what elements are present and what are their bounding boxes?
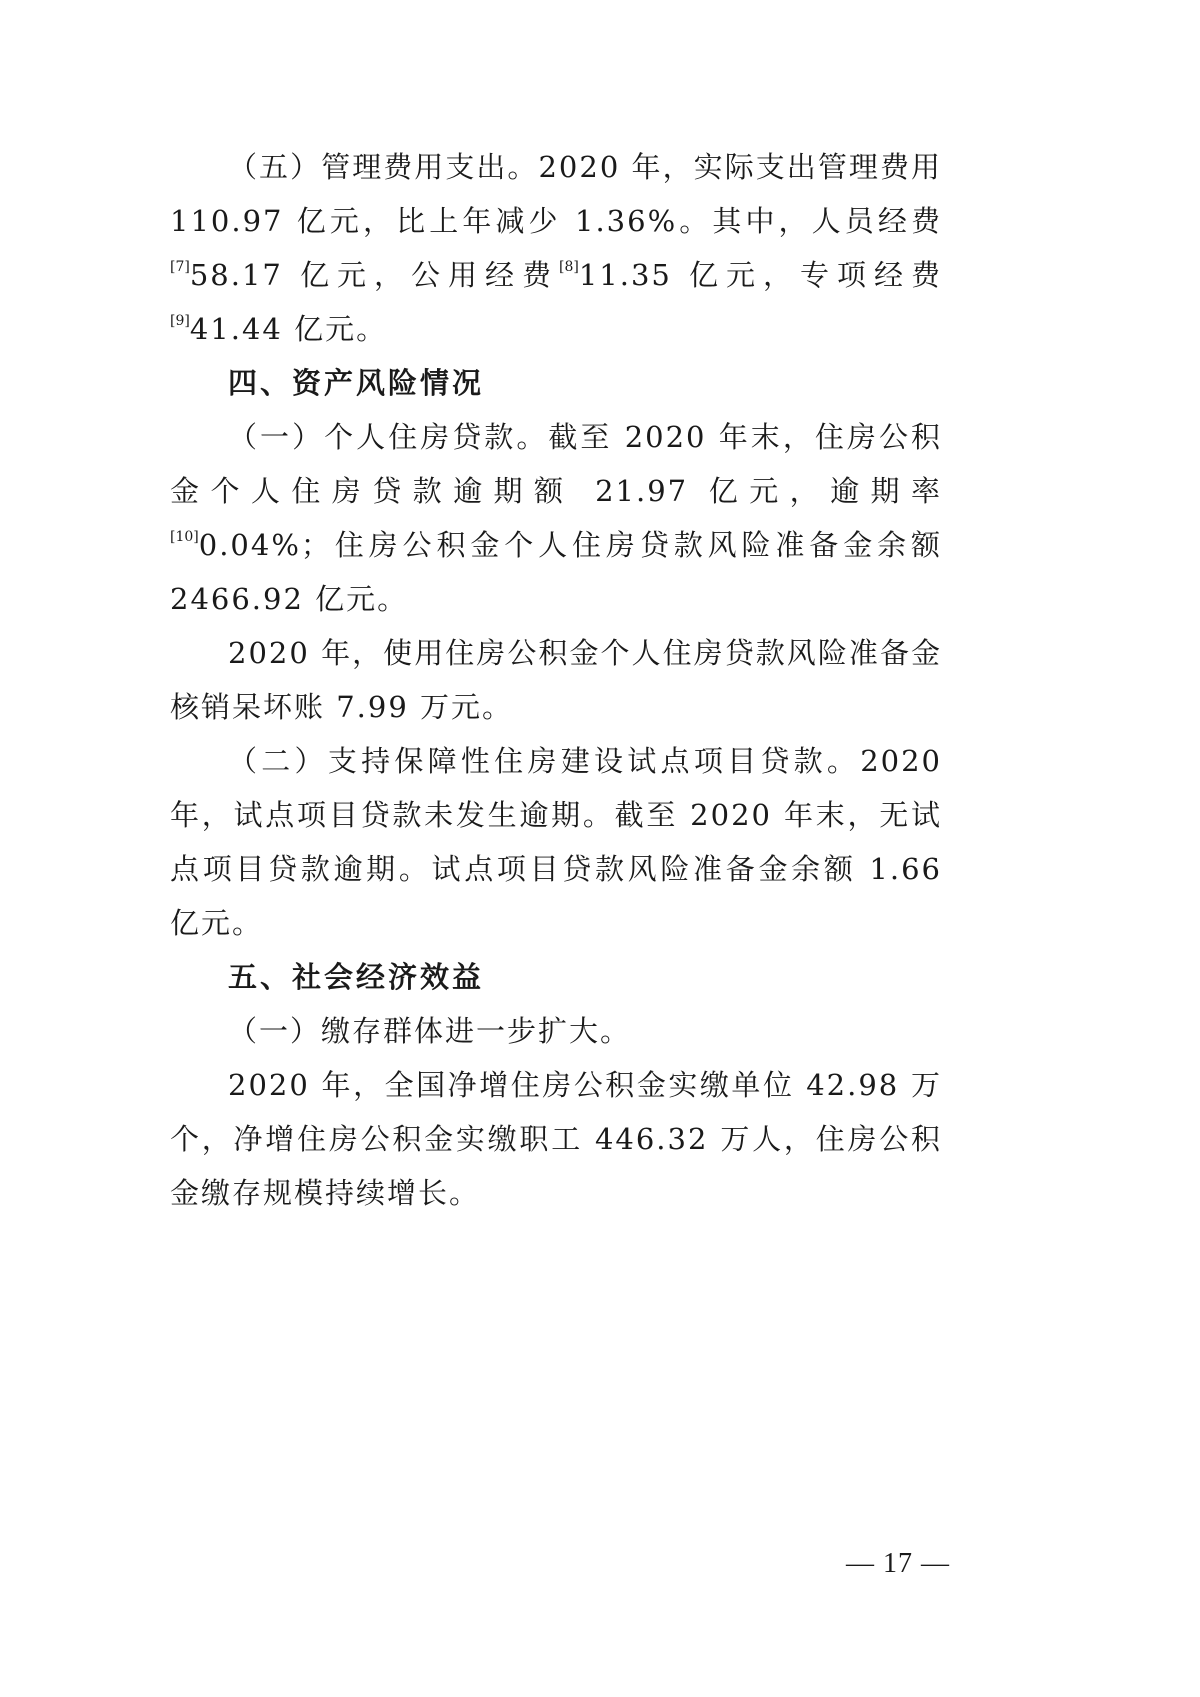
paragraph-personal-housing-loans xyxy=(170,410,942,626)
paragraph-contributor-growth xyxy=(170,1058,942,1220)
document-body xyxy=(170,140,942,1220)
subheading-contributor-expansion xyxy=(170,1004,942,1058)
footnote-ref-10[interactable]: [10] xyxy=(170,529,199,545)
text-segment: 2020 年，使用住房公积金个人住房贷款风险准备金核销呆坏账 7.99 万元。 xyxy=(170,636,942,724)
footnote-ref-9[interactable]: [9] xyxy=(170,313,190,329)
footnote-ref-7[interactable]: [7] xyxy=(170,259,190,275)
text-segment: 41.44 亿元。 xyxy=(189,312,388,346)
text-segment: （一）缴存群体进一步扩大。 xyxy=(228,1014,632,1048)
footnote-ref-8[interactable]: [8] xyxy=(558,259,579,275)
text-segment: 2020 年，全国净增住房公积金实缴单位 42.98 万个，净增住房公积金实缴职工 446.32 万人，住房公积金缴存规模持续增长。 xyxy=(170,1068,942,1210)
text-segment: 11.35 亿元，专项经费 xyxy=(578,258,942,292)
text-segment: 58.17 亿元，公用经费 xyxy=(189,258,559,292)
paragraph-bad-debt-writeoff xyxy=(170,626,942,734)
paragraph-management-expenses xyxy=(170,140,942,356)
text-segment: （一）个人住房贷款。截至 2020 年末，住房公积金个人住房贷款逾期额 21.97 亿元，逾期率 xyxy=(170,420,942,508)
text-segment: （五）管理费用支出。2020 年，实际支出管理费用 110.97 亿元，比上年减少 1.36%。其中，人员经费 xyxy=(170,150,942,238)
text-segment: （二）支持保障性住房建设试点项目贷款。2020 年，试点项目贷款未发生逾期。截至 2020 年末，无试点项目贷款逾期。试点项目贷款风险准备金余额 1.66 亿元。 xyxy=(170,744,942,940)
section-heading-socioeconomic-benefits: 五、社会经济效益 xyxy=(228,960,485,994)
text-segment: 0.04%；住房公积金个人住房贷款风险准备金余额 2466.92 亿元。 xyxy=(170,528,942,616)
page-number: — 17 — xyxy=(846,1548,950,1579)
paragraph-pilot-project-loans xyxy=(170,734,942,950)
section-heading-asset-risk: 四、资产风险情况 xyxy=(228,366,485,400)
